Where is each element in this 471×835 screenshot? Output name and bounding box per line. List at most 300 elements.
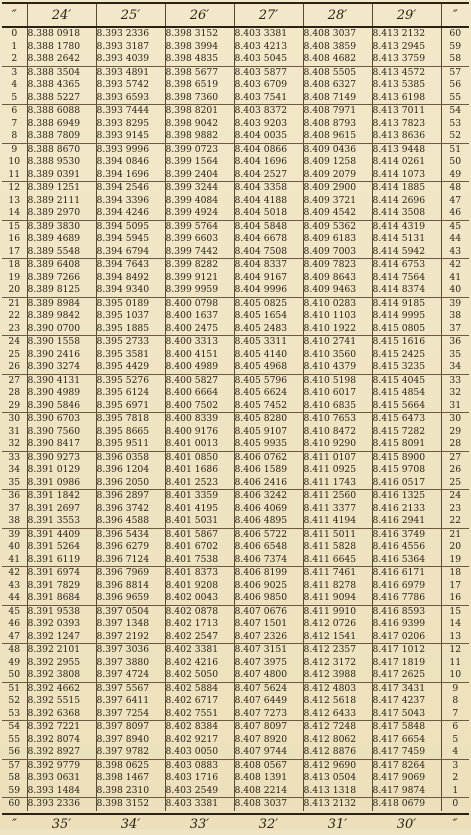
seconds-right: 18	[441, 567, 469, 580]
logarithm-table	[2, 2, 469, 811]
log-value-cell: 8.398 1467	[96, 772, 165, 785]
log-value-cell: 8.391 1842	[27, 490, 96, 503]
seconds-right: 39	[441, 297, 469, 310]
log-value-cell: 8.401 4195	[165, 503, 234, 516]
log-value-cell: 8.410 8472	[303, 426, 372, 439]
log-value-cell: 8.406 1589	[234, 464, 303, 477]
seconds-right: 14	[441, 618, 469, 631]
log-value-cell: 8.399 9959	[165, 284, 234, 297]
log-value-cell: 8.393 4891	[96, 66, 165, 79]
log-value-cell: 8.398 3994	[165, 41, 234, 54]
log-value-cell: 8.399 9121	[165, 272, 234, 285]
log-value-cell: 8.392 8074	[27, 734, 96, 747]
log-value-cell: 8.398 6519	[165, 79, 234, 92]
log-value-cell: 8.402 0043	[165, 592, 234, 605]
seconds-left: 13	[8, 194, 21, 206]
log-value-cell: 8.400 6664	[165, 387, 234, 400]
seconds-right: 16	[441, 592, 469, 605]
log-value-cell: 8.394 0846	[96, 156, 165, 169]
seconds-left: 34	[8, 464, 21, 475]
header-col-29: 29′	[372, 3, 441, 27]
log-value-cell: 8.389 2111	[27, 195, 96, 208]
log-value-cell: 8.397 6411	[96, 695, 165, 708]
log-value-cell: 8.399 5764	[165, 220, 234, 233]
log-value-cell: 8.398 0625	[96, 759, 165, 772]
log-value-cell: 8.410 0283	[303, 297, 372, 310]
seconds-right: 53	[441, 118, 469, 131]
log-value-cell: 8.411 9094	[303, 592, 372, 605]
log-value-cell: 8.407 1501	[234, 618, 303, 631]
log-value-cell: 8.399 4084	[165, 195, 234, 208]
log-value-cell: 8.392 8927	[27, 746, 96, 759]
log-value-cell: 8.415 5664	[372, 400, 441, 413]
log-value-cell: 8.415 8091	[372, 438, 441, 451]
seconds-left: 48	[8, 644, 21, 655]
log-value-cell: 8.388 6949	[27, 118, 96, 131]
seconds-right: 31	[441, 400, 469, 413]
log-value-cell: 8.399 6603	[165, 233, 234, 246]
log-value-cell: 8.407 8920	[234, 734, 303, 747]
seconds-left: 17	[2, 246, 27, 259]
log-value-cell: 8.391 9538	[27, 605, 96, 618]
log-value-cell: 8.390 4131	[27, 374, 96, 387]
log-value-cell: 8.399 1564	[165, 156, 234, 169]
log-value-cell: 8.401 1686	[165, 464, 234, 477]
log-value-cell: 8.417 1819	[372, 657, 441, 670]
seconds-right: 15	[441, 605, 469, 618]
table-row	[2, 567, 469, 580]
log-value-cell: 8.397 5567	[96, 682, 165, 695]
log-value-cell: 8.412 3988	[303, 669, 372, 682]
log-value-cell: 8.401 5031	[165, 515, 234, 528]
log-value-cell: 8.404 1696	[234, 156, 303, 169]
log-value-cell: 8.389 4689	[27, 233, 96, 246]
log-value-cell: 8.407 9744	[234, 746, 303, 759]
seconds-left: 53	[2, 708, 27, 721]
seconds-right: 40	[441, 284, 469, 297]
log-value-cell: 8.395 1885	[96, 323, 165, 336]
table-row	[2, 387, 469, 400]
log-value-cell: 8.405 5796	[234, 374, 303, 387]
log-value-cell: 8.394 1696	[96, 169, 165, 182]
seconds-right: 27	[441, 451, 469, 464]
table-row	[2, 426, 469, 439]
log-value-cell: 8.417 2625	[372, 669, 441, 682]
log-value-cell: 8.400 5827	[165, 374, 234, 387]
table-row	[2, 631, 469, 644]
log-value-cell: 8.399 7442	[165, 246, 234, 259]
log-value-cell: 8.414 1885	[372, 182, 441, 195]
log-value-cell: 8.404 4188	[234, 195, 303, 208]
table-row	[2, 605, 469, 618]
log-value-cell: 8.417 5043	[372, 708, 441, 721]
table-row	[2, 27, 469, 41]
log-value-cell: 8.391 2697	[27, 503, 96, 516]
log-value-cell: 8.389 5548	[27, 246, 96, 259]
log-value-cell: 8.409 7003	[303, 246, 372, 259]
log-value-cell: 8.415 2425	[372, 349, 441, 362]
seconds-right: 51	[441, 143, 469, 156]
log-value-cell: 8.407 6449	[234, 695, 303, 708]
log-value-cell: 8.413 2132	[303, 798, 372, 811]
log-value-cell: 8.410 2741	[303, 336, 372, 349]
log-value-cell: 8.393 2336	[96, 27, 165, 41]
table-row	[2, 644, 469, 657]
seconds-right: 32	[441, 387, 469, 400]
log-value-cell: 8.388 7809	[27, 130, 96, 143]
log-value-cell: 8.394 7643	[96, 259, 165, 272]
log-value-cell: 8.392 3808	[27, 669, 96, 682]
log-value-cell: 8.411 4194	[303, 515, 372, 528]
log-value-cell: 8.404 6678	[234, 233, 303, 246]
log-value-cell: 8.388 0918	[27, 27, 96, 41]
log-value-cell: 8.400 9176	[165, 426, 234, 439]
log-value-cell: 8.417 9874	[372, 785, 441, 798]
log-value-cell: 8.412 9690	[303, 759, 372, 772]
table-row	[2, 246, 469, 259]
log-value-cell: 8.402 5884	[165, 682, 234, 695]
log-value-cell: 8.402 9217	[165, 734, 234, 747]
log-value-cell: 8.408 2214	[234, 785, 303, 798]
log-value-cell: 8.416 1325	[372, 490, 441, 503]
log-value-cell: 8.396 7969	[96, 567, 165, 580]
log-value-cell: 8.390 6703	[27, 413, 96, 426]
log-value-cell: 8.403 6709	[234, 79, 303, 92]
table-row	[2, 541, 469, 554]
log-value-cell: 8.413 6198	[372, 92, 441, 105]
log-value-cell: 8.406 0762	[234, 451, 303, 464]
log-value-cell: 8.398 5677	[165, 66, 234, 79]
table-row	[2, 130, 469, 143]
table-row	[2, 759, 469, 772]
log-value-cell: 8.397 4724	[96, 669, 165, 682]
log-value-cell: 8.391 6974	[27, 567, 96, 580]
log-value-cell: 8.406 8199	[234, 567, 303, 580]
table-row	[2, 772, 469, 785]
log-value-cell: 8.392 2955	[27, 657, 96, 670]
seconds-right: 3	[441, 759, 469, 772]
seconds-right: 25	[441, 477, 469, 490]
table-row	[2, 79, 469, 92]
table-row	[2, 143, 469, 156]
seconds-left: 10	[8, 156, 21, 167]
log-value-cell: 8.412 3172	[303, 657, 372, 670]
log-value-cell: 8.411 7461	[303, 567, 372, 580]
log-value-cell: 8.417 7459	[372, 746, 441, 759]
log-value-cell: 8.417 4237	[372, 695, 441, 708]
table-row	[2, 323, 469, 336]
log-value-cell: 8.391 8684	[27, 592, 96, 605]
table-row	[2, 785, 469, 798]
seconds-left: 55	[8, 733, 21, 745]
log-value-cell: 8.393 6593	[96, 92, 165, 105]
table-row	[2, 746, 469, 759]
log-value-cell: 8.393 4039	[96, 53, 165, 66]
log-value-cell: 8.412 7248	[303, 721, 372, 734]
log-value-cell: 8.411 0925	[303, 464, 372, 477]
seconds-left: 4	[11, 79, 18, 90]
seconds-right: 58	[441, 53, 469, 66]
log-value-cell: 8.414 1073	[372, 169, 441, 182]
log-value-cell: 8.409 3721	[303, 195, 372, 208]
seconds-left: 46	[8, 618, 21, 629]
log-value-cell: 8.396 4588	[96, 515, 165, 528]
log-value-cell: 8.414 6753	[372, 259, 441, 272]
log-value-cell: 8.395 8665	[96, 426, 165, 439]
log-value-cell: 8.407 3151	[234, 644, 303, 657]
log-value-cell: 8.412 4803	[303, 682, 372, 695]
log-value-cell: 8.399 0723	[165, 143, 234, 156]
header-corner-left: ″	[2, 3, 27, 27]
seconds-right: 48	[441, 182, 469, 195]
log-value-cell: 8.403 0050	[165, 746, 234, 759]
log-value-cell: 8.418 0679	[372, 798, 441, 811]
log-value-cell: 8.389 1251	[27, 182, 96, 195]
log-value-cell: 8.416 6979	[372, 580, 441, 593]
log-value-cell: 8.396 1204	[96, 464, 165, 477]
log-value-cell: 8.402 3381	[165, 644, 234, 657]
seconds-left: 16	[8, 233, 21, 244]
log-value-cell: 8.391 0986	[27, 477, 96, 490]
log-value-cell: 8.393 7444	[96, 105, 165, 118]
log-value-cell: 8.404 3358	[234, 182, 303, 195]
seconds-left: 47	[2, 631, 27, 644]
log-value-cell: 8.411 5011	[303, 528, 372, 541]
log-value-cell: 8.413 3759	[372, 53, 441, 66]
log-value-cell: 8.411 2560	[303, 490, 372, 503]
table-row	[2, 336, 469, 349]
table-row	[2, 361, 469, 374]
seconds-right: 9	[441, 682, 469, 695]
log-value-cell: 8.395 6124	[96, 387, 165, 400]
log-value-cell: 8.404 0866	[234, 143, 303, 156]
seconds-left: 59	[2, 785, 27, 798]
log-value-cell: 8.412 1541	[303, 631, 372, 644]
log-value-cell: 8.406 4069	[234, 503, 303, 516]
seconds-left: 49	[8, 656, 21, 668]
log-value-cell: 8.407 0676	[234, 605, 303, 618]
log-value-cell: 8.416 9399	[372, 618, 441, 631]
seconds-right: 42	[441, 259, 469, 272]
log-value-cell: 8.395 0189	[96, 297, 165, 310]
log-value-cell: 8.410 6017	[303, 387, 372, 400]
log-value-cell: 8.404 9167	[234, 272, 303, 285]
seconds-right: 57	[441, 66, 469, 79]
log-value-cell: 8.389 8984	[27, 297, 96, 310]
log-value-cell: 8.390 5846	[27, 400, 96, 413]
seconds-right: 20	[441, 541, 469, 554]
table-row	[2, 182, 469, 195]
seconds-left: 44	[2, 592, 27, 605]
log-value-cell: 8.395 1037	[96, 310, 165, 323]
log-value-cell: 8.392 5515	[27, 695, 96, 708]
footer-col-35: 35′	[51, 817, 72, 832]
header-col-28: 28′	[303, 3, 372, 27]
seconds-right: 29	[441, 426, 469, 439]
table-body	[2, 27, 469, 811]
header-col-26: 26′	[165, 3, 234, 27]
log-value-cell: 8.412 8062	[303, 734, 372, 747]
log-value-cell: 8.401 3359	[165, 490, 234, 503]
seconds-right: 55	[441, 92, 469, 105]
log-value-cell: 8.413 7823	[372, 118, 441, 131]
log-value-cell: 8.400 4989	[165, 361, 234, 374]
seconds-right: 21	[441, 528, 469, 541]
log-value-cell: 8.396 7124	[96, 554, 165, 567]
log-value-cell: 8.394 5095	[96, 220, 165, 233]
seconds-right: 46	[441, 207, 469, 220]
log-value-cell: 8.403 2549	[165, 785, 234, 798]
log-value-cell: 8.396 9659	[96, 592, 165, 605]
table-row	[2, 618, 469, 631]
log-value-cell: 8.401 0013	[165, 438, 234, 451]
seconds-right: 7	[441, 708, 469, 721]
table-row	[2, 92, 469, 105]
log-value-cell: 8.409 8643	[303, 272, 372, 285]
log-value-cell: 8.390 2416	[27, 349, 96, 362]
seconds-right: 22	[441, 515, 469, 528]
log-value-cell: 8.408 9615	[303, 130, 372, 143]
log-value-cell: 8.393 1484	[27, 785, 96, 798]
seconds-left: 0	[11, 28, 18, 39]
log-value-cell: 8.412 5618	[303, 695, 372, 708]
seconds-left: 30	[2, 413, 27, 426]
log-value-cell: 8.397 7254	[96, 708, 165, 721]
log-value-cell: 8.390 1558	[27, 336, 96, 349]
log-value-cell: 8.410 4379	[303, 361, 372, 374]
log-value-cell: 8.402 0878	[165, 605, 234, 618]
log-value-cell: 8.391 4409	[27, 528, 96, 541]
seconds-left: 21	[8, 297, 21, 309]
table-row	[2, 592, 469, 605]
log-value-cell: 8.410 3560	[303, 349, 372, 362]
log-value-cell: 8.404 7508	[234, 246, 303, 259]
log-value-cell: 8.401 9208	[165, 580, 234, 593]
log-value-cell: 8.408 8793	[303, 118, 372, 131]
seconds-right: 10	[441, 669, 469, 682]
table-row	[2, 259, 469, 272]
footer-corner-right: ″	[452, 817, 458, 832]
log-value-cell: 8.399 4924	[165, 207, 234, 220]
log-value-cell: 8.408 3037	[234, 798, 303, 811]
seconds-left: 31	[8, 425, 21, 437]
log-value-cell: 8.414 8374	[372, 284, 441, 297]
seconds-right: 19	[441, 554, 469, 567]
seconds-left: 56	[2, 746, 27, 759]
seconds-right: 0	[441, 798, 469, 811]
log-value-cell: 8.404 5018	[234, 207, 303, 220]
log-value-cell: 8.415 8900	[372, 451, 441, 464]
table-row	[2, 105, 469, 118]
log-value-cell: 8.396 0358	[96, 451, 165, 464]
log-value-cell: 8.408 5505	[303, 66, 372, 79]
table-row	[2, 682, 469, 695]
seconds-right: 47	[441, 195, 469, 208]
log-value-cell: 8.415 9708	[372, 464, 441, 477]
seconds-right: 17	[441, 580, 469, 593]
table-row	[2, 721, 469, 734]
header-row	[2, 3, 469, 27]
log-value-cell: 8.409 2079	[303, 169, 372, 182]
seconds-right: 4	[441, 746, 469, 759]
log-value-cell: 8.409 9463	[303, 284, 372, 297]
log-value-cell: 8.410 7653	[303, 413, 372, 426]
log-value-cell: 8.408 7149	[303, 92, 372, 105]
log-value-cell: 8.397 1348	[96, 618, 165, 631]
log-value-cell: 8.416 6171	[372, 567, 441, 580]
seconds-left: 20	[2, 284, 27, 297]
seconds-right: 24	[441, 490, 469, 503]
seconds-left: 50	[2, 669, 27, 682]
log-value-cell: 8.409 4542	[303, 207, 372, 220]
log-value-cell: 8.413 0504	[303, 772, 372, 785]
log-value-cell: 8.389 9842	[27, 310, 96, 323]
table-row	[2, 464, 469, 477]
log-value-cell: 8.415 7282	[372, 426, 441, 439]
footer-col-30: 30′	[396, 817, 417, 832]
log-value-cell: 8.401 2523	[165, 477, 234, 490]
seconds-right: 8	[441, 695, 469, 708]
log-value-cell: 8.413 4572	[372, 66, 441, 79]
log-value-cell: 8.405 2483	[234, 323, 303, 336]
log-value-cell: 8.414 5942	[372, 246, 441, 259]
seconds-left: 18	[8, 259, 21, 270]
seconds-right: 34	[441, 361, 469, 374]
table-row	[2, 118, 469, 131]
log-value-cell: 8.411 0107	[303, 451, 372, 464]
table-row	[2, 515, 469, 528]
seconds-left: 54	[8, 721, 21, 732]
log-value-cell: 8.404 2527	[234, 169, 303, 182]
log-value-cell: 8.398 9042	[165, 118, 234, 131]
log-value-cell: 8.398 3152	[96, 798, 165, 811]
seconds-left: 27	[8, 374, 21, 386]
log-value-cell: 8.410 1103	[303, 310, 372, 323]
seconds-right: 35	[441, 349, 469, 362]
log-value-cell: 8.397 8097	[96, 721, 165, 734]
log-value-cell: 8.405 3311	[234, 336, 303, 349]
header-col-27: 27′	[234, 3, 303, 27]
log-value-cell: 8.405 4140	[234, 349, 303, 362]
log-value-cell: 8.401 5867	[165, 528, 234, 541]
seconds-left: 29	[2, 400, 27, 413]
seconds-left: 22	[8, 310, 21, 321]
log-value-cell: 8.395 2733	[96, 336, 165, 349]
seconds-left: 25	[8, 348, 21, 360]
log-value-cell: 8.409 0436	[303, 143, 372, 156]
log-value-cell: 8.388 9530	[27, 156, 96, 169]
log-value-cell: 8.391 0129	[27, 464, 96, 477]
table-row	[2, 657, 469, 670]
log-value-cell: 8.396 6279	[96, 541, 165, 554]
log-value-cell: 8.388 5227	[27, 92, 96, 105]
log-value-cell: 8.400 4151	[165, 349, 234, 362]
log-value-cell: 8.417 6654	[372, 734, 441, 747]
log-value-cell: 8.398 8201	[165, 105, 234, 118]
log-value-cell: 8.402 2547	[165, 631, 234, 644]
table-row	[2, 195, 469, 208]
table-row	[2, 41, 469, 54]
log-value-cell: 8.407 4800	[234, 669, 303, 682]
log-value-cell: 8.394 5945	[96, 233, 165, 246]
log-value-cell: 8.394 8492	[96, 272, 165, 285]
seconds-left: 37	[8, 502, 21, 514]
footer-col-32: 32′	[258, 817, 279, 832]
seconds-left: 43	[8, 579, 21, 591]
log-value-cell: 8.395 4429	[96, 361, 165, 374]
log-value-cell: 8.402 8384	[165, 721, 234, 734]
log-value-cell: 8.392 2101	[27, 644, 96, 657]
